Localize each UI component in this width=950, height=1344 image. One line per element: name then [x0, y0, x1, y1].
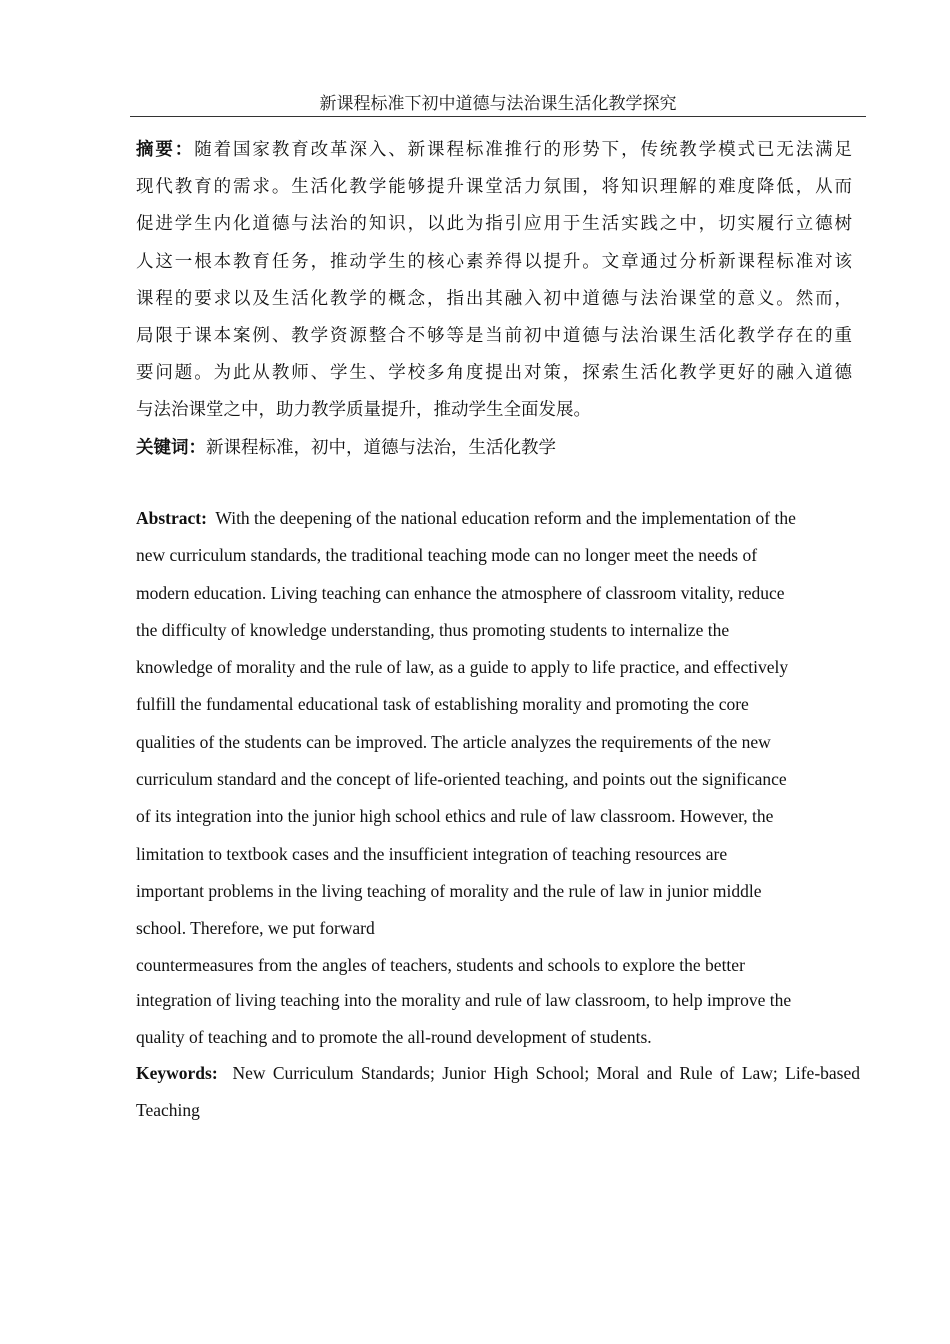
english-abstract-line: qualities of the students can be improved. The article analyzes the requirements of the new	[136, 731, 771, 752]
english-abstract-line: limitation to textbook cases and the insufficient integration of teaching resources are	[136, 843, 728, 864]
chinese-abstract-line: 现代教育的需求。生活化教学能够提升课堂活力氛围，将知识理解的难度降低，从而	[136, 177, 852, 198]
chinese-keywords-line	[136, 430, 852, 467]
english-abstract-line: the difficulty of knowledge understanding, thus promoting students to internalize the	[136, 619, 730, 640]
english-abstract-line: integration of living teaching into the morality and rule of law classroom, to help improve the	[136, 989, 792, 1010]
english-abstract-line: important problems in the living teaching of morality and the rule of law in junior middle	[136, 880, 762, 901]
chinese-abstract-line: 人这一根本教育任务，推动学生的核心素养得以提升。文章通过分析新课程标准对该	[136, 251, 852, 272]
english-abstract-line: knowledge of morality and the rule of law, as a guide to apply to life practice, and effectively	[136, 657, 789, 678]
chinese-abstract-line: 课程的要求以及生活化教学的概念，指出其融入初中道德与法治课堂的意义。然而，	[136, 288, 852, 309]
english-keywords-text: New Curriculum Standards; Junior High School; Moral and Rule of Law; Life-based Teaching	[136, 1063, 860, 1121]
english-abstract-line: school. Therefore, we put forward	[136, 918, 375, 939]
chinese-abstract-line: 局限于课本案例、教学资源整合不够等是当前初中道德与法治课生活化教学存在的重	[136, 326, 852, 347]
english-keywords	[136, 1055, 860, 1130]
running-title: 新课程标准下初中道德与法治课生活化教学探究	[319, 94, 677, 114]
english-abstract-text: With the deepening of the national education reform and the implementation of the	[215, 508, 796, 528]
chinese-keywords-text: 新课程标准，初中，道德与法治，生活化教学	[206, 438, 556, 458]
chinese-keywords	[136, 430, 852, 467]
header-rule	[130, 116, 866, 117]
english-abstract	[136, 500, 860, 1056]
english-abstract-line: fulfill the fundamental educational task of establishing morality and promoting the core	[136, 694, 749, 715]
english-abstract-line: quality of teaching and to promote the all-round development of students.	[136, 1026, 652, 1047]
chinese-keywords-label: 关键词：	[136, 438, 206, 458]
english-abstract-line: countermeasures from the angles of teachers, students and schools to explore the better	[136, 954, 745, 975]
english-abstract-line	[136, 500, 860, 537]
chinese-abstract-text: 随着国家教育改革深入、新课程标准推行的形势下，传统教学模式已无法满足	[194, 140, 853, 160]
english-abstract-line: new curriculum standards, the traditional teaching mode can no longer meet the needs of	[136, 545, 758, 566]
chinese-abstract-line: 与法治课堂之中，助力教学质量提升，推动学生全面发展。	[136, 400, 591, 421]
english-abstract-line: modern education. Living teaching can enhance the atmosphere of classroom vitality, reduce	[136, 582, 785, 603]
english-keywords-label: Keywords:	[136, 1063, 218, 1083]
chinese-abstract-line: 促进学生内化道德与法治的知识，以此为指引应用于生活实践之中，切实履行立德树	[136, 214, 852, 235]
chinese-abstract-line	[136, 132, 852, 169]
chinese-abstract-line: 要问题。为此从教师、学生、学校多角度提出对策，探索生活化教学更好的融入道德	[136, 363, 852, 384]
english-abstract-label: Abstract:	[136, 508, 207, 528]
english-abstract-line: of its integration into the junior high school ethics and rule of law classroom. However, the	[136, 806, 774, 827]
chinese-abstract-label: 摘要：	[136, 140, 195, 160]
english-abstract-line: curriculum standard and the concept of life-oriented teaching, and points out the significance	[136, 769, 787, 790]
chinese-abstract	[136, 132, 852, 430]
